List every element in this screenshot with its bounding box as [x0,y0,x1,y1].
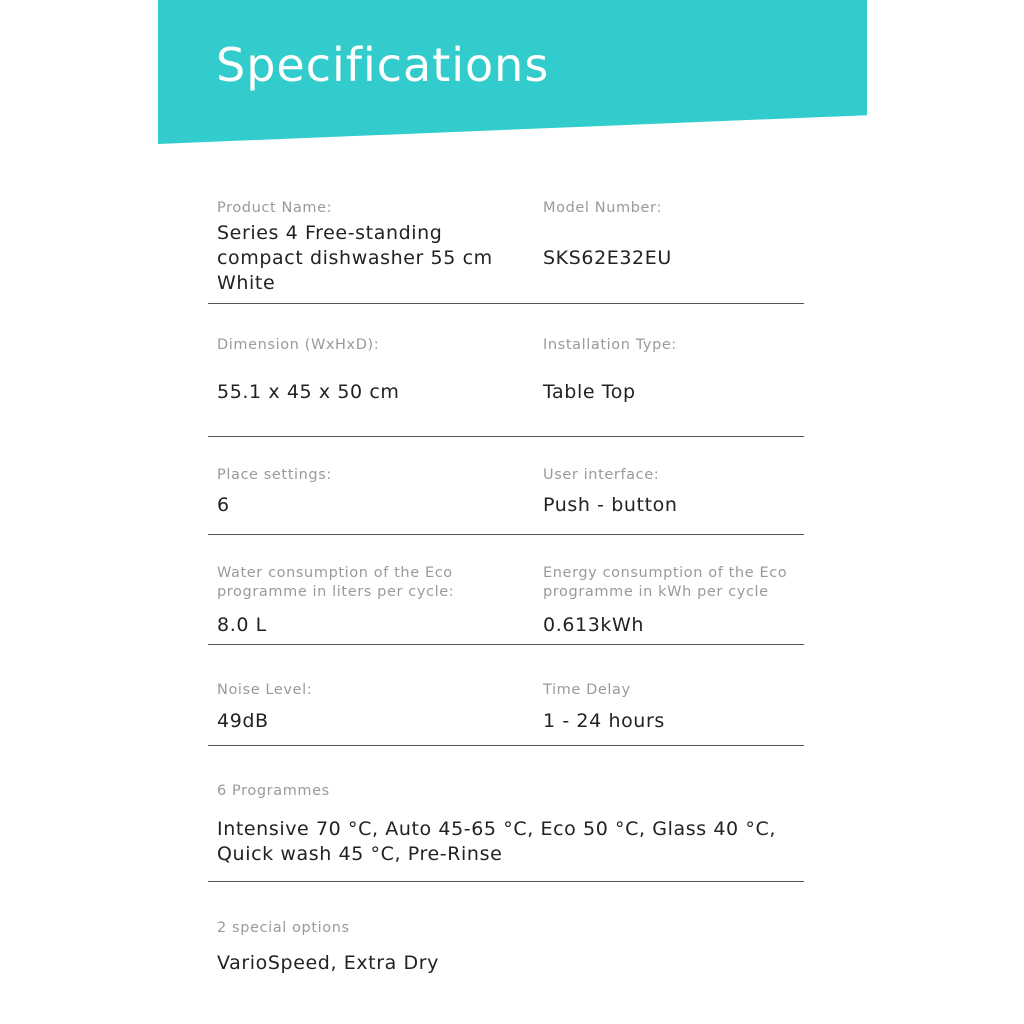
spec-label: Installation Type: [543,337,677,353]
spec-value: VarioSpeed, Extra Dry [217,952,439,974]
spec-value: 49dB [217,710,269,732]
spec-label: Dimension (WxHxD): [217,337,380,353]
spec-label: Energy consumption of the Eco programme in kWh per cycle [543,565,788,600]
spec-value: SKS62E32EU [543,247,672,269]
spec-label: Noise Level: [217,682,313,698]
spec-value: 0.613kWh [543,614,645,636]
spec-row-noise [208,645,804,746]
spec-label: Place settings: [217,467,332,483]
spec-value: Intensive 70 °C, Auto 45-65 °C, Eco 50 °C, Glass 40 °C, Quick wash 45 °C, Pre-Rinse [217,818,776,865]
page-title: Specifications [216,38,550,92]
spec-value: Table Top [543,381,636,403]
spec-label: Time Delay [543,682,631,698]
spec-label: Product Name: [217,200,333,216]
spec-label: Model Number: [543,200,662,216]
spec-label: User interface: [543,467,660,483]
spec-row-product [208,190,804,304]
spec-row-consumption [208,535,804,645]
spec-value: 1 - 24 hours [543,710,665,732]
spec-value: 8.0 L [217,614,267,636]
spec-value: 6 [217,494,230,516]
spec-row-special-options [208,882,804,992]
spec-row-dimension [208,304,804,437]
spec-value: 55.1 x 45 x 50 cm [217,381,400,403]
spec-label: 2 special options [217,920,350,936]
spec-row-place-settings [208,437,804,535]
spec-value: Series 4 Free-standing compact dishwasher 55 cm White [217,222,493,294]
spec-label: 6 Programmes [217,783,330,799]
spec-value: Push - button [543,494,678,516]
spec-row-programmes [208,746,804,882]
spec-label: Water consumption of the Eco programme in liters per cycle: [217,565,455,600]
